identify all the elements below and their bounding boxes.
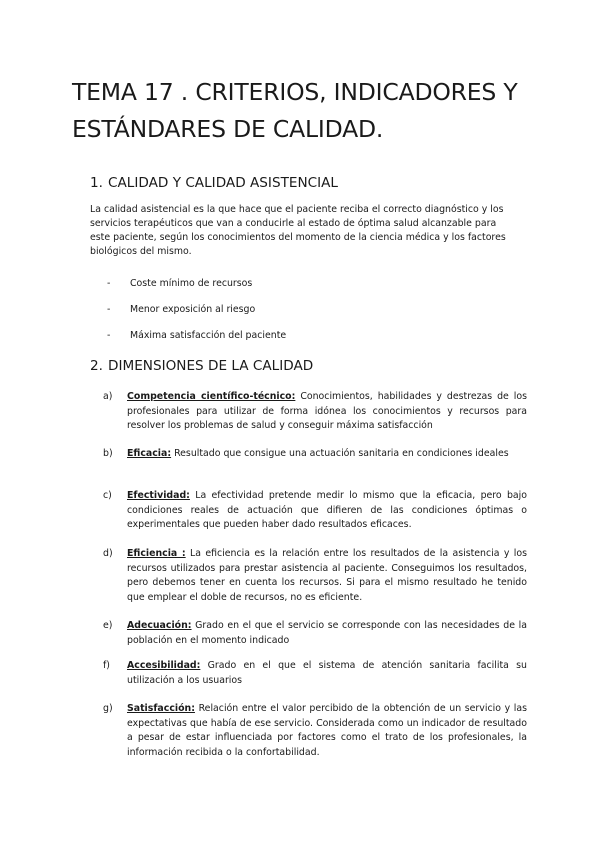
item-text: Conocimientos, habilidades y destrezas de los profesionales para utilizar de forma idónea los conocimientos y recursos para resolver los problemas de salud y conseguir máxima satisfacción — [127, 391, 527, 432]
dash-marker: - — [107, 278, 111, 289]
intro-paragraph: La calidad asistencial es la que hace que el paciente reciba el correcto diagnóstico y los servicios terapéuticos que van a conducirle al estado de óptima salud alcanzable para este paciente, según los conocimientos del momento de la ciencia médica y los factores biológicos del mismo. — [90, 204, 506, 257]
page-title: TEMA 17 . CRITERIOS, INDICADORES Y ESTÁNDARES DE CALIDAD. — [72, 78, 518, 143]
bullet-text: Coste mínimo de recursos — [130, 278, 253, 289]
item-term: Efectividad: — [127, 490, 190, 501]
list-item — [107, 303, 255, 317]
section-number: 1. — [90, 175, 103, 191]
item-marker: e) — [103, 620, 113, 631]
dash-marker: - — [107, 304, 111, 315]
item-text: La eficiencia es la relación entre los resultados de la asistencia y los recursos utilizados para prestar asistencia al paciente. Conseguimos los resultados, pero debemos tener en cuenta los recursos. Si para el mismo resultado he tenido que emplear el doble de recursos, no es eficiente. — [127, 548, 527, 604]
bullet-text: Menor exposición al riesgo — [130, 304, 256, 315]
item-text: La efectividad pretende medir lo mismo que la eficacia, pero bajo condiciones reales de actuación que difieren de las condiciones óptimas o experimentales que pueden haber dado resultados eficaces. — [127, 490, 527, 531]
item-term: Eficacia: — [127, 448, 172, 459]
list-item — [107, 277, 252, 291]
section-number: 2. — [90, 358, 103, 374]
bullet-text: Máxima satisfacción del paciente — [130, 330, 287, 341]
list-item — [103, 547, 527, 606]
item-marker: f) — [103, 660, 110, 671]
section-heading-2 — [90, 358, 313, 374]
list-item — [103, 489, 527, 533]
list-item — [103, 447, 527, 462]
item-marker: c) — [103, 490, 112, 501]
item-text: Relación entre el valor percibido de la obtención de un servicio y las expectativas que había de ese servicio. Considerada como un indicador de resultado a pesar de estar influenciada por factores como el trato de los profesionales, la información recibida o la confortabilidad. — [127, 703, 527, 759]
item-text: Resultado que consigue una actuación sanitaria en condiciones ideales — [171, 448, 509, 459]
list-item — [103, 390, 527, 434]
item-marker: d) — [103, 548, 113, 559]
item-term: Competencia científico-técnico: — [127, 391, 296, 402]
list-item — [103, 659, 527, 688]
section-title: DIMENSIONES DE LA CALIDAD — [108, 358, 314, 374]
section-heading-1 — [90, 175, 338, 191]
item-term: Adecuación: — [127, 620, 192, 631]
section-title: CALIDAD Y CALIDAD ASISTENCIAL — [108, 175, 339, 191]
item-term: Eficiencia : — [127, 548, 186, 559]
item-term: Accesibilidad: — [127, 660, 201, 671]
item-text: Grado en el que el servicio se corresponde con las necesidades de la población en el momento indicado — [127, 620, 527, 646]
item-text: Grado en el que el sistema de atención sanitaria facilita su utilización a los usuarios — [127, 660, 527, 686]
list-item — [103, 702, 527, 761]
item-term: Satisfacción: — [127, 703, 195, 714]
item-marker: g) — [103, 703, 113, 714]
item-marker: b) — [103, 448, 113, 459]
item-marker: a) — [103, 391, 113, 402]
list-item — [107, 329, 286, 343]
list-item — [103, 619, 527, 648]
dash-marker: - — [107, 330, 111, 341]
